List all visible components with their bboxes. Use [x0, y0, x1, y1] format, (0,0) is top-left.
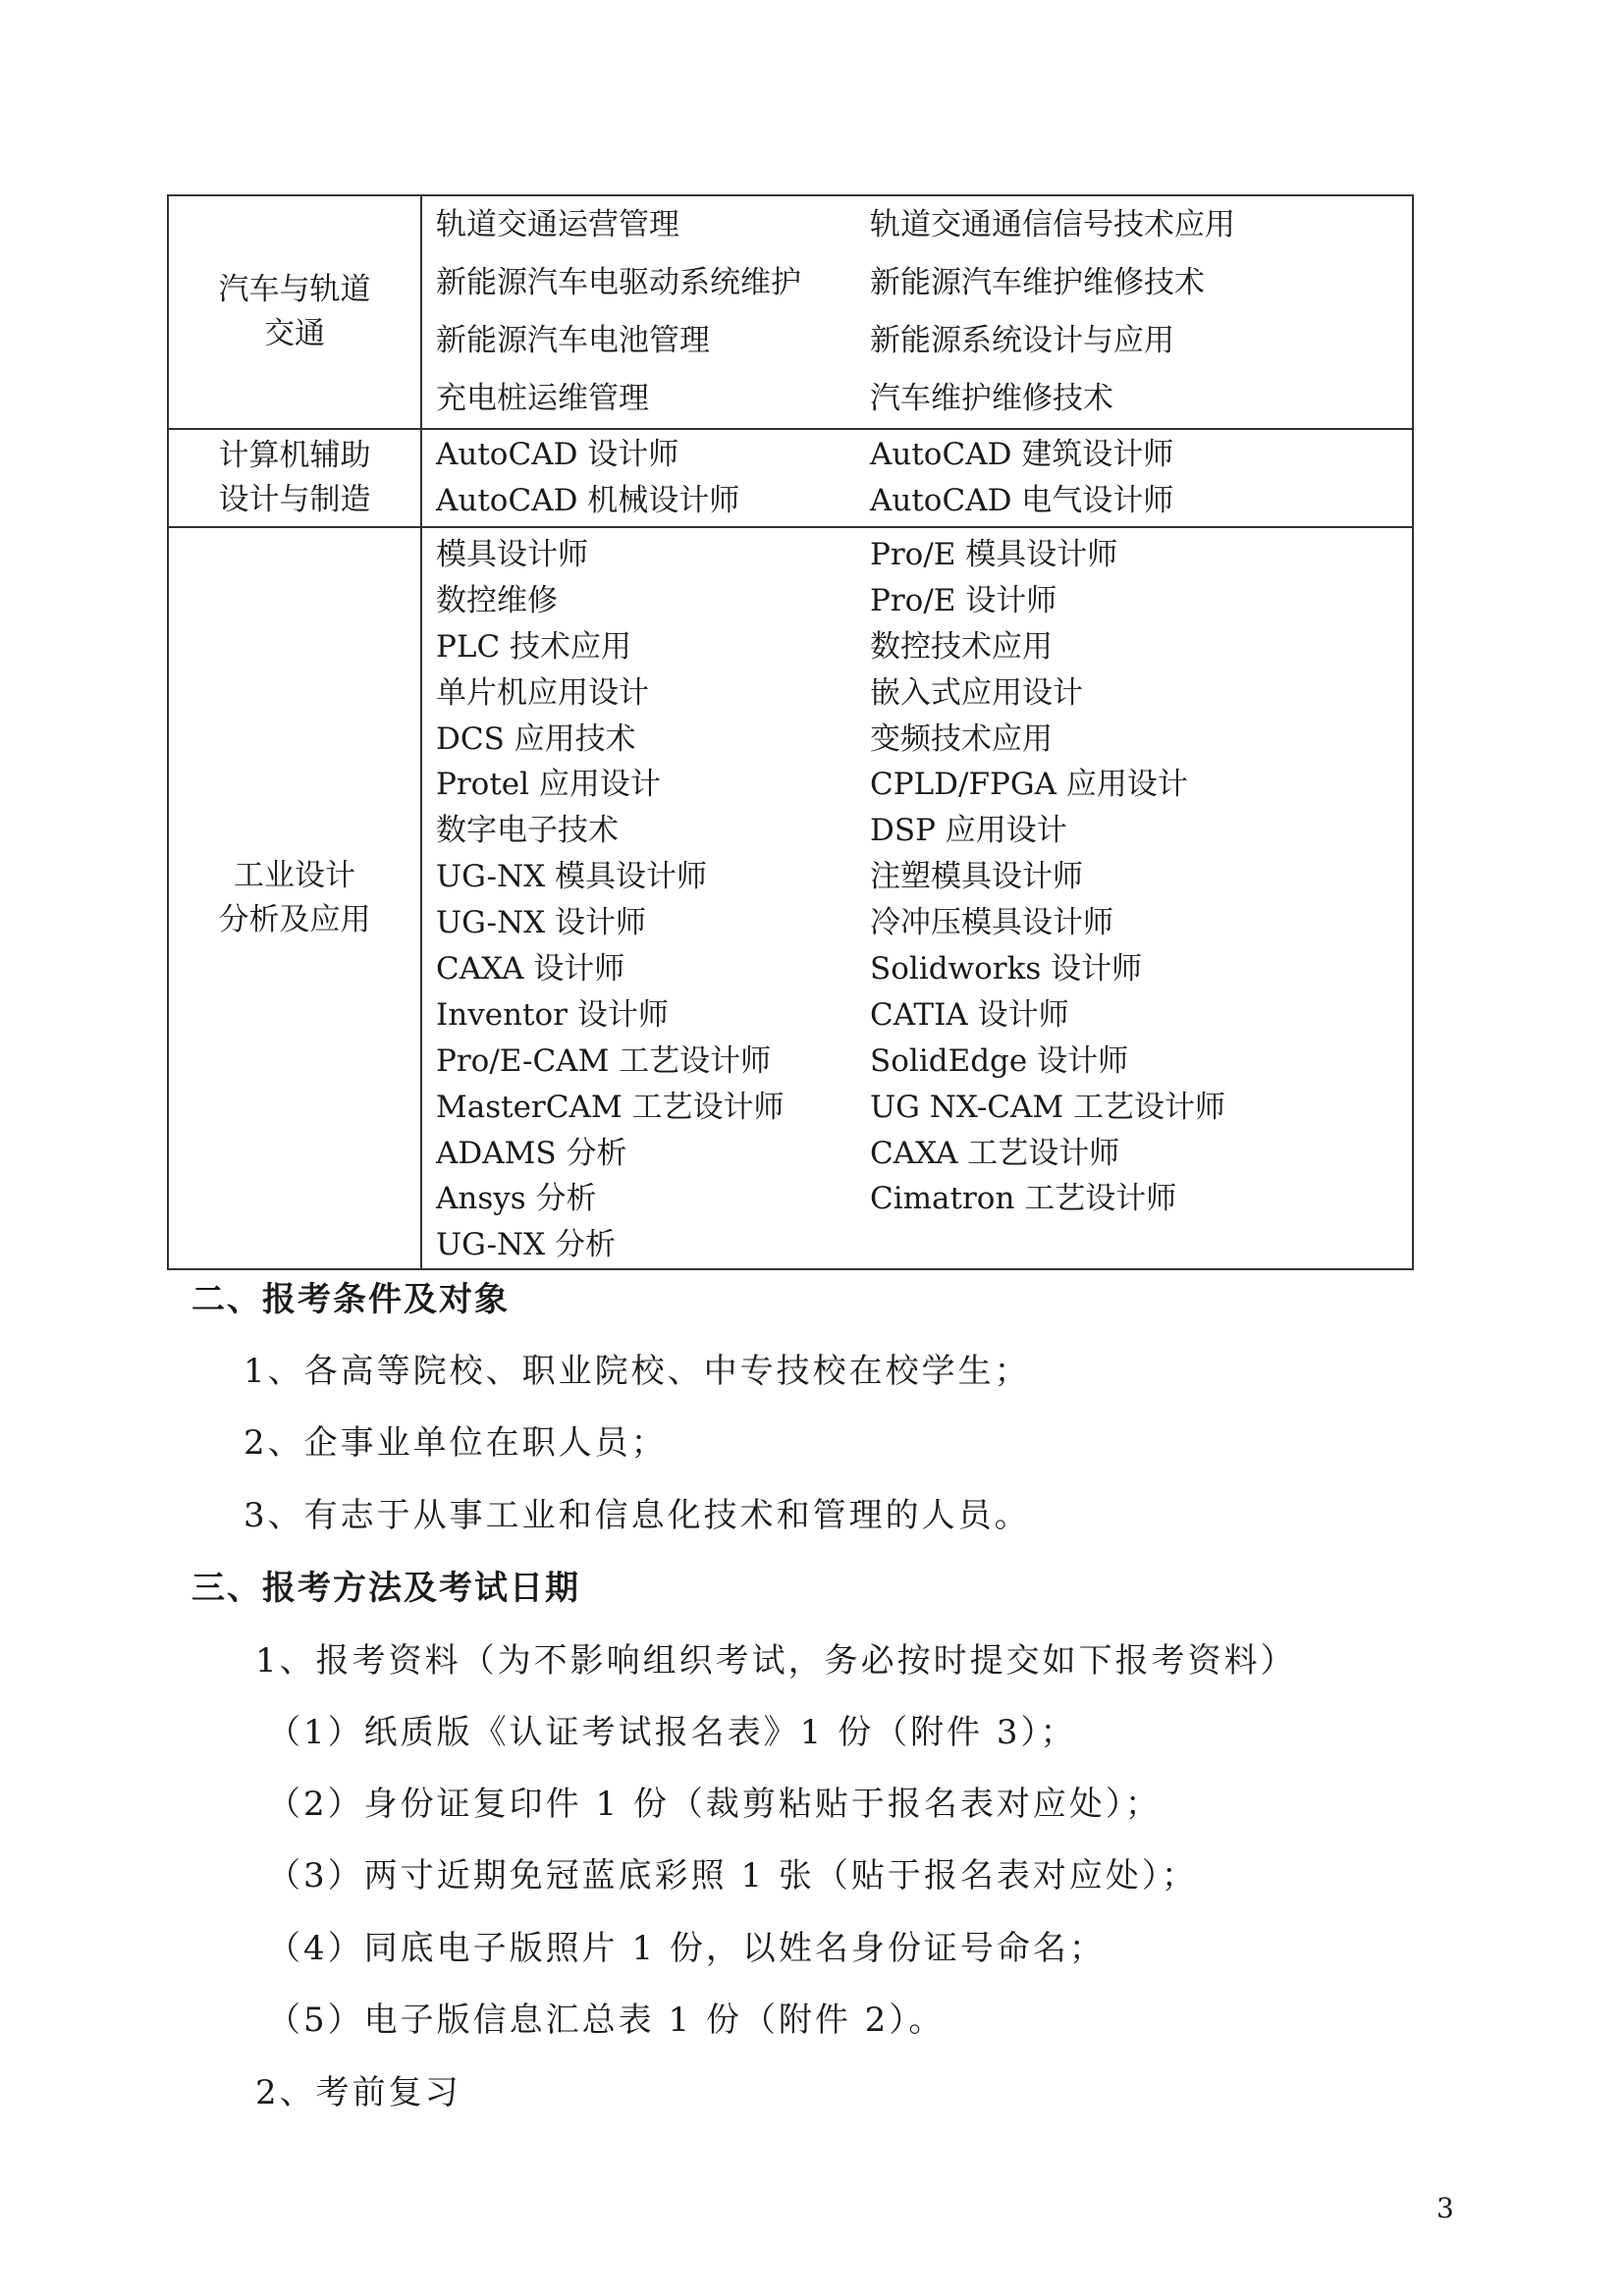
certification-item: 轨道交通运营管理 [436, 207, 679, 242]
condition-item-1: 1、各高等院校、职业院校、中专技校在校学生； [244, 1352, 1031, 1391]
condition-item-2: 2、企事业单位在职人员； [244, 1423, 668, 1463]
category-cell [168, 527, 421, 1269]
category-cell [168, 429, 421, 527]
certification-item: 新能源汽车电驱动系统维护 [436, 265, 801, 300]
table-row [168, 195, 1413, 429]
certification-item: CAXA 设计师 [436, 951, 625, 988]
page-number: 3 [1436, 2192, 1454, 2224]
certification-item: 嵌入式应用设计 [870, 674, 1083, 711]
table-row [168, 429, 1413, 527]
category-label: 计算机辅助 [218, 438, 371, 473]
certification-list [422, 430, 1412, 526]
certification-item: 汽车维护维修技术 [870, 381, 1113, 416]
certification-list [422, 196, 1412, 428]
certification-item: 轨道交通通信信号技术应用 [870, 207, 1235, 242]
material-item-4: （4）同底电子版照片 1 份，以姓名身份证号命名； [267, 1929, 1106, 1968]
certification-item: AutoCAD 机械设计师 [436, 483, 740, 518]
certification-item: MasterCAM 工艺设计师 [436, 1089, 785, 1125]
certification-item: Pro/E 模具设计师 [870, 537, 1118, 572]
section-2-heading: 二、报考条件及对象 [191, 1280, 510, 1319]
certification-item: ADAMS 分析 [436, 1135, 627, 1171]
certification-table [167, 194, 1414, 1270]
certification-item: 模具设计师 [436, 537, 588, 572]
certification-item [870, 1222, 1412, 1268]
certification-item: Pro/E-CAM 工艺设计师 [436, 1042, 772, 1079]
certification-item: DSP 应用设计 [870, 813, 1067, 849]
certification-item: 冷冲压模具设计师 [870, 905, 1113, 941]
material-item-3: （3）两寸近期免冠蓝底彩照 1 张（贴于报名表对应处）； [267, 1856, 1198, 1896]
material-item-2: （2）身份证复印件 1 份（裁剪粘贴于报名表对应处）； [267, 1785, 1162, 1824]
certification-item: 数控技术应用 [870, 628, 1053, 665]
certification-item: UG NX-CAM 工艺设计师 [870, 1089, 1226, 1125]
certification-item: Protel 应用设计 [436, 767, 661, 803]
category-label: 设计与制造 [218, 482, 371, 517]
certification-item: UG-NX 设计师 [436, 905, 646, 941]
materials-intro: 1、报考资料（为不影响组织考试，务必按时提交如下报考资料） [255, 1641, 1297, 1681]
category-label: 分析及应用 [218, 902, 371, 938]
items-cell [421, 429, 1413, 527]
certification-item: DCS 应用技术 [436, 721, 636, 757]
certification-item: CAXA 工艺设计师 [870, 1135, 1120, 1171]
certification-item: Cimatron 工艺设计师 [870, 1181, 1177, 1217]
section-3-heading: 三、报考方法及考试日期 [191, 1569, 580, 1608]
table-row [168, 527, 1413, 1269]
certification-item: 数字电子技术 [436, 813, 619, 849]
certification-item: Inventor 设计师 [436, 996, 669, 1033]
certification-item: 注塑模具设计师 [870, 859, 1083, 895]
category-label: 工业设计 [234, 858, 355, 894]
condition-item-3: 3、有志于从事工业和信息化技术和管理的人员。 [244, 1496, 1031, 1535]
certification-item: CPLD/FPGA 应用设计 [870, 767, 1188, 803]
certification-item: UG-NX 模具设计师 [436, 859, 707, 895]
certification-item: Solidworks 设计师 [870, 951, 1143, 988]
certification-item: 新能源汽车电池管理 [436, 323, 710, 358]
category-label: 交通 [264, 316, 325, 351]
certification-list [422, 528, 1412, 1268]
certification-item: Ansys 分析 [436, 1181, 597, 1217]
certification-item: AutoCAD 建筑设计师 [870, 437, 1174, 472]
certification-item: AutoCAD 设计师 [436, 437, 679, 472]
material-item-1: （1）纸质版《认证考试报名表》1 份（附件 3）； [267, 1713, 1077, 1752]
certification-item: AutoCAD 电气设计师 [870, 483, 1174, 518]
certification-item: 单片机应用设计 [436, 674, 649, 711]
category-label: 汽车与轨道 [218, 272, 371, 307]
items-cell [421, 527, 1413, 1269]
certification-item: 数控维修 [436, 582, 558, 618]
review-subheading: 2、考前复习 [255, 2073, 461, 2112]
certification-item: 充电桩运维管理 [436, 381, 649, 416]
material-item-5: （5）电子版信息汇总表 1 份（附件 2）。 [267, 2001, 946, 2040]
category-cell [168, 195, 421, 429]
certification-item: 新能源系统设计与应用 [870, 323, 1174, 358]
items-cell [421, 195, 1413, 429]
certification-item: Pro/E 设计师 [870, 582, 1057, 618]
certification-item: SolidEdge 设计师 [870, 1042, 1129, 1079]
certification-item: PLC 技术应用 [436, 628, 632, 665]
certification-item: 新能源汽车维护维修技术 [870, 265, 1205, 300]
certification-item: 变频技术应用 [870, 721, 1053, 757]
certification-item: CATIA 设计师 [870, 996, 1069, 1033]
certification-item: UG-NX 分析 [436, 1227, 616, 1263]
